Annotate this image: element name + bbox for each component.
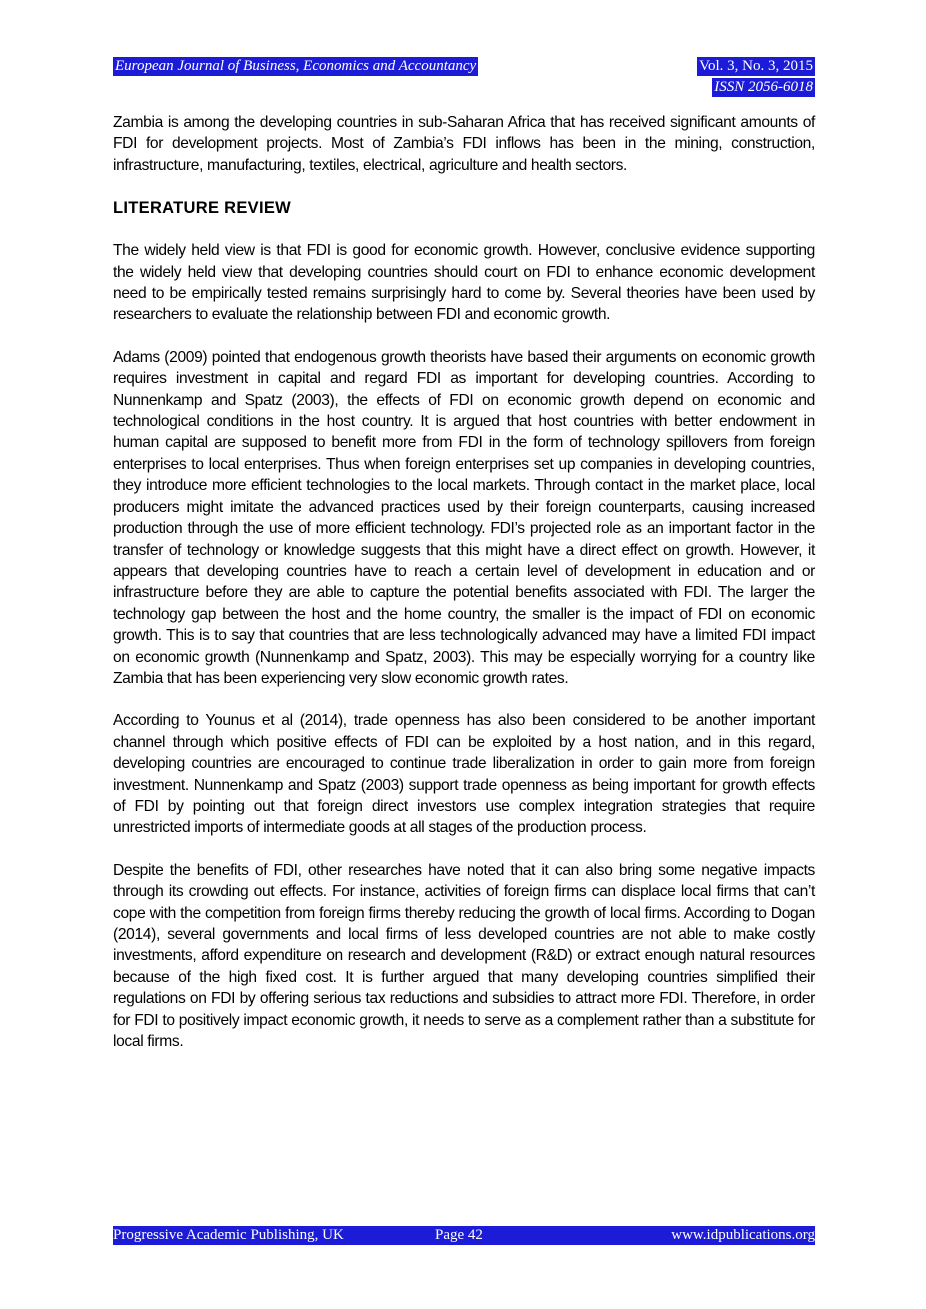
- body-paragraph: Despite the benefits of FDI, other researches have noted that it can also bring some negative impacts through its crowding out effects. For instance, activities of foreign firms can displace local firms that can’t cope with the competition from foreign firms thereby reducing the growth of local firms. According to Dogan (2014), several governments and local firms of less developed countries are not able to make costly investments, afford expenditure on research and development (R&D) or extract enough natural resources because of the high fixed cost. It is further argued that many developing countries simplified their regulations on FDI by offering serious tax reductions and subsidies to attract more FDI. Therefore, in order for FDI to positively impact economic growth, it needs to serve as a complement rather than a substitute for local firms.: [113, 861, 815, 1051]
- section-heading: LITERATURE REVIEW: [113, 199, 292, 218]
- body-paragraph: Adams (2009) pointed that endogenous growth theorists have based their arguments on economic growth requires investment in capital and regard FDI as important for developing countries. According to Nunnenkamp and Spatz (2003), the effects of FDI on economic growth depend on economic and technological conditions in the host country. It is argued that host countries with better endowment in human capital are supposed to benefit more from FDI in the form of technology spillovers from foreign enterprises to local enterprises. Thus when foreign enterprises set up companies in developing countries, they introduce more efficient technologies to the local markets. Through contact in the market place, local producers might imitate the advanced practices used by their foreign counterparts, causing increased production through the use of more efficient technology. FDI’s projected role as an important factor in the transfer of technology or knowledge suggests that this might have a direct effect on growth. However, it appears that developing countries have to reach a certain level of development in education and or infrastructure before they are able to capture the potential benefits associated with FDI. The larger the technology gap between the host and the home country, the smaller is the impact of FDI on economic growth. This is to say that countries that are less technologically advanced may have a limited FDI impact on economic growth (Nunnenkamp and Spatz, 2003). This may be especially worrying for a country like Zambia that has been experiencing very slow economic growth rates.: [113, 348, 815, 687]
- intro-paragraph: Zambia is among the developing countries in sub-Saharan Africa that has received significant amounts of FDI for development projects. Most of Zambia’s FDI inflows has been in the mining, construction, infrastructure, manufacturing, textiles, electrical, agriculture and health sectors.: [113, 114, 815, 174]
- body-paragraph: According to Younus et al (2014), trade openness has also been considered to be another important channel through which positive effects of FDI can be exploited by a host nation, and in this regard, developing countries are encouraged to continue trade liberalization in order to gain more from foreign investment. Nunnenkamp and Spatz (2003) support trade openness as being important for growth effects of FDI by pointing out that foreign direct investors use complex integration strategies that require unrestricted imports of intermediate goods at all stages of the production process.: [113, 712, 815, 837]
- article-body: [113, 112, 815, 1073]
- volume-label: Vol. 3, No. 3, 2015: [699, 58, 813, 74]
- publisher-label: Progressive Academic Publishing, UK: [113, 1227, 344, 1243]
- volume-issn-block: [685, 57, 815, 97]
- website-link[interactable]: www.idpublications.org: [671, 1227, 815, 1243]
- page-number: Page 42: [435, 1227, 483, 1243]
- page-footer: [113, 1226, 815, 1245]
- journal-title: European Journal of Business, Economics and Accountancy: [115, 58, 477, 74]
- body-paragraph: The widely held view is that FDI is good for economic growth. However, conclusive evidence supporting the widely held view that developing countries should court on FDI to enhance economic development need to be empirically tested remains surprisingly hard to come by. Several theories have been used by researchers to evaluate the relationship between FDI and economic growth.: [113, 242, 815, 324]
- issn-label: ISSN 2056-6018: [714, 79, 813, 95]
